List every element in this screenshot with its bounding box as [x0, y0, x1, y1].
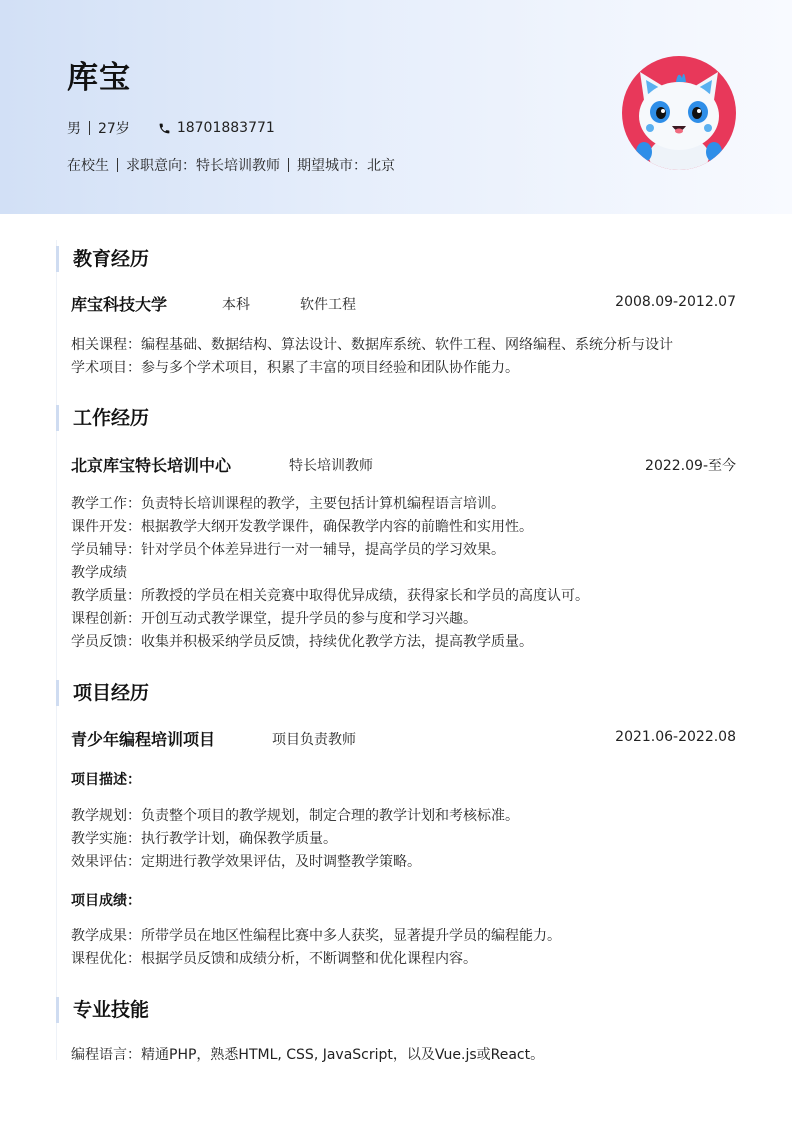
section-title-education: 教育经历 [56, 246, 149, 272]
work-line: 教学质量：所教授的学员在相关竞赛中取得优异成绩，获得家长和学员的高度认可。 [71, 588, 589, 604]
work-entry-header [71, 453, 736, 475]
divider [288, 158, 289, 172]
job-intent: 求职意向：特长培训教师 [126, 158, 280, 174]
skill-line: 编程语言：精通PHP，熟悉HTML, CSS, JavaScript，以及Vue.js或React。 [71, 1047, 545, 1063]
major: 软件工程 [300, 297, 356, 313]
work-date: 2022.09-至今 [645, 458, 736, 474]
project-result-line: 课程优化：根据学员反馈和成绩分析，不断调整和优化课程内容。 [71, 951, 477, 967]
education-entry-header [71, 292, 736, 314]
gender: 男 [67, 121, 81, 137]
project-role: 项目负责教师 [272, 732, 356, 748]
project-result-line: 教学成果：所带学员在地区性编程比赛中多人获奖，显著提升学员的编程能力。 [71, 928, 561, 944]
job-role: 特长培训教师 [289, 458, 373, 474]
age: 27岁 [98, 121, 130, 137]
education-date: 2008.09-2012.07 [615, 294, 736, 310]
cat-mascot-icon [622, 56, 736, 170]
work-line: 学员反馈：收集并积极采纳学员反馈，持续优化教学方法，提高教学质量。 [71, 634, 533, 650]
project-name: 青少年编程培训项目 [71, 730, 216, 749]
degree: 本科 [222, 297, 250, 313]
work-line: 教学成绩 [71, 565, 127, 581]
work-line: 课件开发：根据教学大纲开发教学课件，确保教学内容的前瞻性和实用性。 [71, 519, 533, 535]
project-desc-line: 教学实施：执行教学计划，确保教学质量。 [71, 831, 337, 847]
company-name: 北京库宝特长培训中心 [71, 456, 232, 475]
project-desc-line: 效果评估：定期进行教学效果评估，及时调整教学策略。 [71, 854, 421, 870]
avatar [622, 56, 736, 170]
phone-icon [158, 122, 171, 135]
basic-info-row [67, 118, 275, 138]
school-name: 库宝科技大学 [71, 295, 168, 314]
work-line: 学员辅导：针对学员个体差异进行一对一辅导，提高学员的学习效果。 [71, 542, 505, 558]
section-title-work: 工作经历 [56, 405, 149, 431]
status: 在校生 [67, 158, 109, 174]
expected-city: 期望城市：北京 [297, 158, 395, 174]
project-entry-header [71, 727, 736, 749]
section-title-skills: 专业技能 [56, 997, 149, 1023]
project-desc-line: 教学规划：负责整个项目的教学规划，制定合理的教学计划和考核标准。 [71, 808, 519, 824]
candidate-name: 库宝 [67, 60, 131, 96]
divider [89, 121, 90, 135]
phone-number: 18701883771 [176, 120, 275, 136]
project-date: 2021.06-2022.08 [615, 729, 736, 745]
education-line: 相关课程：编程基础、数据结构、算法设计、数据库系统、软件工程、网络编程、系统分析与设计 [71, 337, 673, 353]
work-line: 教学工作：负责特长培训课程的教学，主要包括计算机编程语言培训。 [71, 496, 505, 512]
project-desc-label: 项目描述： [71, 772, 141, 788]
job-info-row [67, 155, 395, 175]
left-guide-line [56, 240, 57, 1060]
project-result-label: 项目成绩： [71, 893, 141, 909]
education-line: 学术项目：参与多个学术项目，积累了丰富的项目经验和团队协作能力。 [71, 360, 519, 376]
work-line: 课程创新：开创互动式教学课堂，提升学员的参与度和学习兴趣。 [71, 611, 477, 627]
divider [117, 158, 118, 172]
section-title-project: 项目经历 [56, 680, 149, 706]
